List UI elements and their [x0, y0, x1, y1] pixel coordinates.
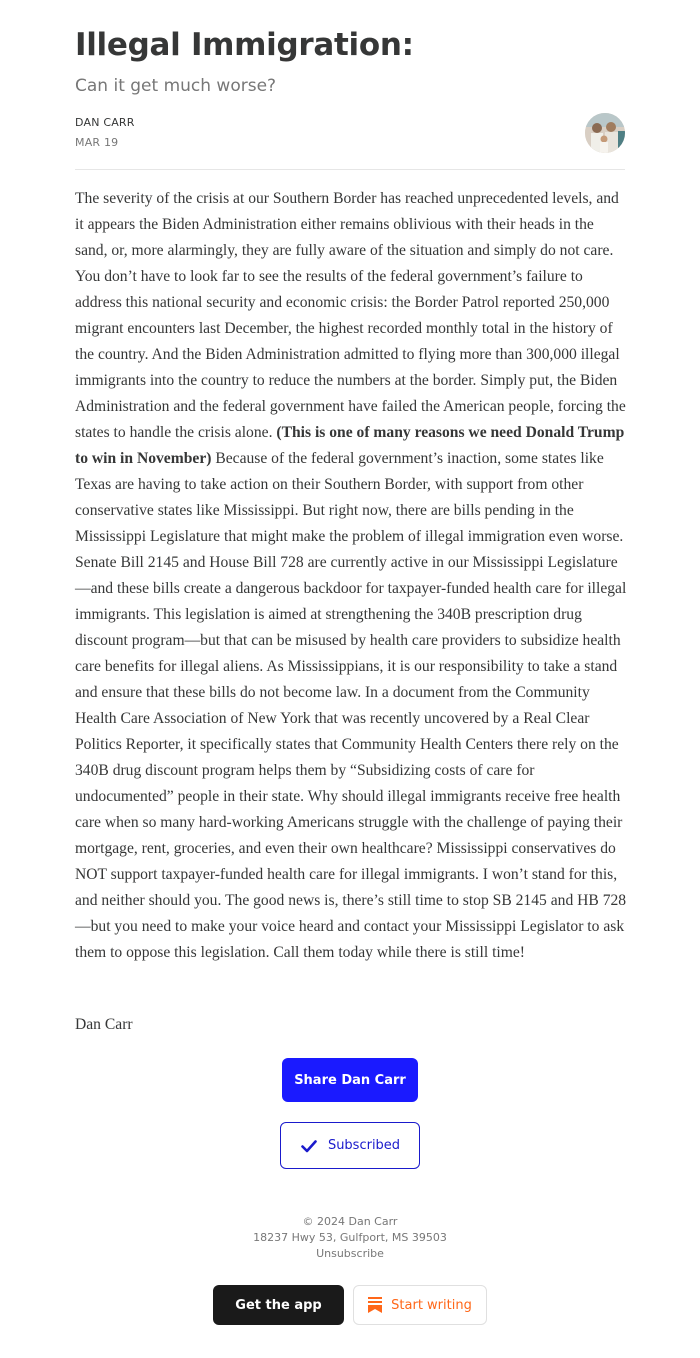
article-text-part1: The severity of the crisis at our Southern Border has reached unprecedented levels, and it appears the Biden Administration either remains oblivious with their heads in the sand, or, more alarmingly, they are fully aware of the situation and simply do not care. You don’t have to look far to see the results of the federal government’s failure to address this national security and economic crisis: the Border Patrol reported 250,000 migrant encounters last December, the highest recorded monthly total in the history of the country. And the Biden Administration admitted to flying more than 300,000 illegal immigrants into the country to reduce the numbers at the border. Simply put, the Biden Administration and the federal government have failed the American people, forcing the states to handle the crisis alone.	[75, 190, 626, 441]
get-the-app-button[interactable]	[213, 1285, 344, 1325]
footer-address: 18237 Hwy 53, Gulfport, MS 39503	[253, 1231, 447, 1244]
subscribed-button[interactable]	[280, 1122, 420, 1169]
unsubscribe-link[interactable]: Unsubscribe	[316, 1247, 384, 1260]
share-button[interactable]	[282, 1058, 418, 1102]
article-body	[75, 186, 627, 966]
footer	[0, 1214, 700, 1262]
footer-copyright: © 2024 Dan Carr	[302, 1215, 398, 1228]
article-text-part2: Because of the federal government’s inaction, some states like Texas are having to take action on their Southern Border, with support from other conservative states like Mississippi. But right now, there are bills pending in the Mississippi Legislature that might make the problem of illegal immigration even worse. Senate Bill 2145 and House Bill 728 are currently active in our Mississippi Legislature—and these bills create a dangerous backdoor for taxpayer-funded health care for illegal immigrants. This legislation is aimed at strengthening the 340B prescription drug discount program—but that can be misused by health care providers to subsidize health care benefits for illegal aliens. As Mississippians, it is our responsibility to take a stand and ensure that these bills do not become law. In a document from the Community Health Care Association of New York that was recently uncovered by a Real Clear Politics Reporter, it specifically states that Community Health Centers there rely on the 340B drug discount program helps them by “Subsidizing costs of care for undocumented” people in their state. Why should illegal immigrants receive free health care when so many hard-working Americans struggle with the challenge of paying their mortgage, rent, groceries, and even their own healthcare? Mississippi conservatives do NOT support taxpayer-funded health care for illegal immigrants. I won’t stand for this, and neither should you. The good news is, there’s still time to stop SB 2145 and HB 728—but you need to make your voice heard and contact your Mississippi Legislator to ask them to oppose this legislation. Call them today while there is still time!	[75, 450, 627, 961]
checkmark-icon	[300, 1137, 318, 1155]
post-subtitle: Can it get much worse?	[75, 76, 277, 96]
article-bold-text: (This is one of many reasons we need Donald Trump to win in November)	[75, 424, 625, 467]
header-divider	[75, 169, 625, 170]
get-the-app-label: Get the app	[235, 1297, 322, 1313]
start-writing-label: Start writing	[391, 1297, 472, 1313]
article-signoff: Dan Carr	[75, 1016, 133, 1033]
start-writing-button[interactable]	[353, 1285, 487, 1325]
author-name[interactable]: DAN CARR	[75, 116, 135, 129]
avatar[interactable]	[585, 113, 625, 153]
subscribed-label: Subscribed	[327, 1138, 401, 1153]
author-avatar-photo-icon	[585, 113, 625, 153]
post-date: MAR 19	[75, 136, 119, 149]
substack-bookmark-icon	[368, 1297, 382, 1313]
share-button-label: Share Dan Carr	[294, 1072, 406, 1088]
post-title: Illegal Immigration:	[75, 27, 414, 63]
